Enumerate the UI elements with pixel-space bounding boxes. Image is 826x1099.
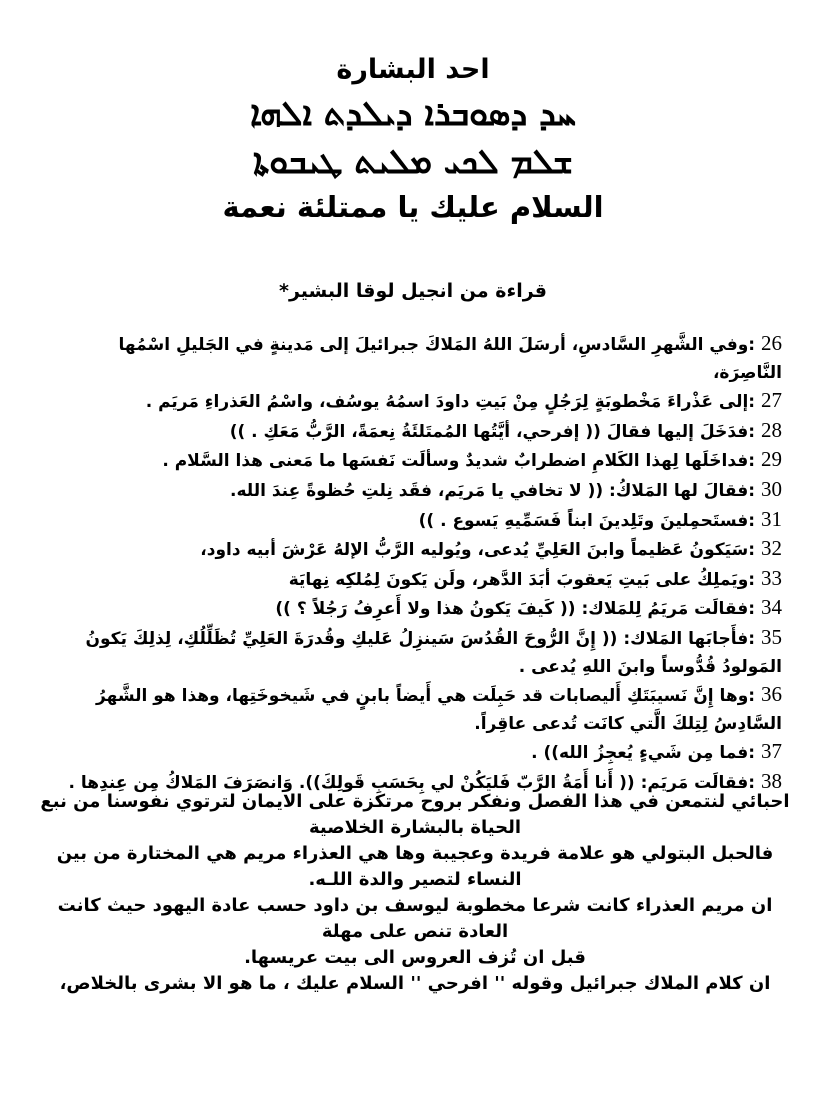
- verse-text: :سَيَكونُ عَظيماً وابنَ العَلِيِّ يُدعى، ويُوليه الرَّبُّ الإلهُ عَرْشَ أبيه داود،: [200, 540, 756, 561]
- verse-number: 32: [761, 536, 782, 561]
- verse: [58, 417, 782, 447]
- verse-number: 28: [761, 417, 782, 442]
- reflection-paragraph: فالحبل البتولي هو علامة فريدة وعجيبة وها هي العذراء مريم هي المختارة من بين النساء لتصير والدة اللـه.: [56, 843, 774, 890]
- reflection-paragraph: احبائي لنتمعن في هذا الفصل ونفكر بروح مرتكزة على الايمان لترتوي نفوسنا من نبع الحياة بالبشارة الخلاصية: [40, 791, 790, 838]
- verse: [58, 624, 782, 681]
- verse-text: :فستَحمِلينَ وتَلِدينَ ابناً فَسَمِّيهِ يَسوع . )): [418, 510, 756, 531]
- reading-title: قراءة من انجيل لوقا البشير*: [279, 280, 547, 302]
- verse: [58, 594, 782, 624]
- verse-text: :فدَخَلَ إليها فقالَ (( إفرحي، أيَّتُها المُمتَلئَةُ نِعمَةً، الرَّبُّ مَعَكِ . )): [229, 421, 756, 442]
- reflection-text: [40, 789, 790, 997]
- verse-number: 35: [761, 624, 782, 649]
- verse-number: 30: [761, 476, 782, 501]
- page-title: احد البشارة: [336, 54, 490, 85]
- verse-number: 27: [761, 388, 782, 413]
- verse-text: :فأَجابَها المَلاك: (( إِنَّ الرُّوحَ القُدُسَ سَينزِلُ عَليكِ وقُدرَةَ العَلِيِّ تُظَلِّلُكِ، لِذلِكَ يَكونُ المَولودُ قُدُّوساً وابنَ اللهِ يُدعى .: [85, 628, 782, 677]
- verse-text: :وفي الشَّهرِ السَّادسِ، أرسَلَ اللهُ المَلاكَ جبرائيلَ إلى مَدينةٍ في الجَليلِ اسْمُها النَّاصِرَة،: [118, 335, 782, 383]
- verse-text: :فقالَ لها المَلاكُ: (( لا تخافي يا مَريَم، فقَد نِلتِ حُظوةً عِندَ الله.: [229, 480, 756, 501]
- verse-text: :فقالَت مَريَم: (( أَنا أَمَةُ الرَّبّ فَليَكُنْ لي بِحَسَبِ قَولِكَ)). وَانصَرَفَ المَلاكُ مِن عِندِها .: [68, 772, 756, 793]
- verse-number: 29: [761, 447, 782, 472]
- verse-text: :إلى عَذْراءَ مَخْطوبَةٍ لِرَجُلٍ مِنْ بَيتِ داودَ اسمُهُ يوسُف، واسْمُ العَذراءِ مَريَم .: [145, 392, 756, 413]
- reflection-paragraph: ان كلام الملاك جبرائيل وقوله '' افرحي '' السلام عليك ، ما هو الا بشرى بالخلاص،: [59, 973, 771, 994]
- verse: [58, 476, 782, 506]
- verse: [58, 387, 782, 417]
- verse-number: 37: [761, 739, 782, 764]
- verse-number: 33: [761, 565, 782, 590]
- verse-text: :فقالَت مَريَمُ لِلمَلاك: (( كَيفَ يَكونُ هذا ولا أَعرِفُ رَجُلاً ؟ )): [275, 599, 756, 620]
- verse-number: 26: [761, 331, 782, 355]
- verse-number: 38: [761, 768, 782, 793]
- verse: [58, 565, 782, 595]
- verse: [58, 446, 782, 476]
- verse: [58, 506, 782, 536]
- verse: [58, 330, 782, 387]
- verse: [58, 535, 782, 565]
- verse: [58, 681, 782, 738]
- syriac-title-line-2: ܫܠܡ ܠܟܝ ܡܠܝܬ ܛܝܒܘܬܐ: [252, 142, 574, 182]
- gospel-verses: [58, 330, 782, 798]
- verse-text: :فداخَلَها لِهذا الكَلامِ اضطرابٌ شديدٌ وسألَت نَفسَها ما مَعنى هذا السَّلام .: [162, 451, 756, 472]
- reflection-paragraph: قبل ان تُزف العروس الى بيت عريسها.: [244, 947, 586, 968]
- verse: [58, 738, 782, 768]
- verse-number: 34: [761, 595, 782, 620]
- syriac-title-line-1: ܚܕ ܕܣܘܒܪܐ ܕܝܠܕܬ ܐܠܗܐ: [249, 94, 577, 134]
- verse-text: :وها إِنَّ نَسيبَتَكِ أَليصابات قد حَبِلَت هي أَيضاً بابنٍ في شَيخوخَتِها، وهذا هو الشَّهرُ السَّادِسُ لِتِلكَ الَّتي كانَت تُدعى عاقِراً.: [96, 686, 782, 734]
- verse-number: 31: [761, 506, 782, 531]
- reflection-paragraph: ان مريم العذراء كانت شرعا مخطوبة ليوسف بن داود حسب عادة اليهود حيث كانت العادة تنص على مهلة: [57, 895, 773, 942]
- verse-text: :ويَملِكُ على بَيتِ يَعقوبَ أبَدَ الدَّهر، ولَن يَكونَ لِمُلكِه نِهايَة: [288, 569, 756, 590]
- verse-number: 36: [761, 682, 782, 707]
- greeting-heading: السلام عليك يا ممتلئة نعمة: [222, 190, 604, 224]
- verse-text: :فما مِن شَيءٍ يُعجِزُ الله)) .: [531, 743, 756, 764]
